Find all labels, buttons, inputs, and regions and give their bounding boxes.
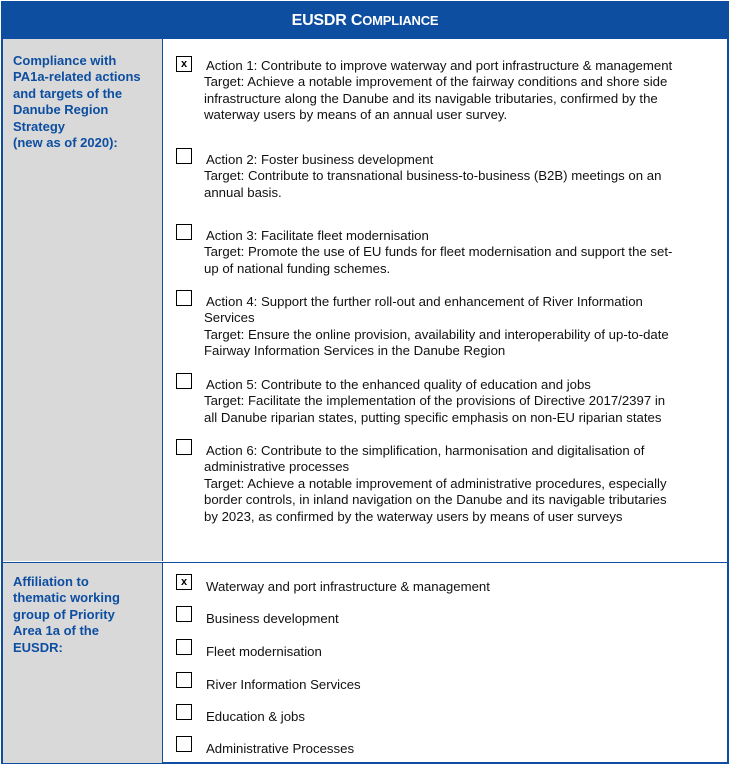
affiliation-label [3,563,163,763]
action-6-checkbox[interactable] [176,439,192,455]
affiliation-label-line: EUSDR: [13,639,63,655]
action-1-target-line: Target: Achieve a notable improvement of the fairway conditions and shore side [204,74,668,90]
action-1-item [204,58,724,124]
action-2-target-line: Target: Contribute to transnational business-to-business (B2B) meetings on an [204,168,662,184]
action-6-target-line: Target: Achieve a notable improvement of administrative procedures, especially [204,475,667,491]
affiliation-label-line: thematic working [13,590,120,606]
affiliation-groups [164,563,727,763]
action-2-item [204,152,724,201]
compliance-label-line: Strategy [13,118,66,134]
action-6-title: Action 6: Contribute to the simplification, harmonisation and digitalisation of [206,443,645,458]
compliance-label-line: PA1a-related actions [13,69,141,85]
action-2-checkbox[interactable] [176,148,192,164]
action-4-target-line: Target: Ensure the online provision, availability and interoperability of up-to-date [204,326,669,342]
header-title-rest: OMPLIANCE [362,12,439,28]
compliance-label-line: Compliance with [13,53,117,68]
compliance-row [3,39,727,561]
action-5-item [204,377,724,426]
group-ris-checkbox[interactable] [176,672,192,688]
affiliation-row [3,562,727,763]
action-4-checkbox[interactable] [176,290,192,306]
action-4-title-cont: Services [204,310,255,326]
group-business-checkbox[interactable] [176,606,192,622]
action-6-title-cont: administrative processes [204,459,350,475]
group-fleet-checkbox[interactable] [176,639,192,655]
group-education-label: Education & jobs [206,709,305,724]
action-5-target-line: Target: Facilitate the implementation of the provisions of Directive 2017/2397 in [204,393,666,409]
action-1-checkbox[interactable]: x [176,56,192,72]
compliance-label [3,39,163,561]
group-fleet-label: Fleet modernisation [206,644,322,659]
group-admin-label: Administrative Processes [206,741,355,756]
action-3-checkbox[interactable] [176,224,192,240]
action-4-title: Action 4: Support the further roll-out and enhancement of River Information [206,294,643,309]
compliance-label-line: (new as of 2020): [13,135,118,151]
affiliation-label-line: Affiliation to [13,574,89,589]
group-ris-label: River Information Services [206,677,361,692]
group-education-checkbox[interactable] [176,704,192,720]
header-title [292,12,439,30]
action-3-item [204,228,724,277]
action-2-title: Action 2: Foster business development [206,152,434,167]
action-2-target-line: annual basis. [204,184,282,200]
eusdr-compliance-table [1,1,729,764]
group-admin-checkbox[interactable] [176,736,192,752]
affiliation-label-line: Area 1a of the [13,623,99,639]
group-waterway-label: Waterway and port infrastructure & management [206,579,490,594]
group-waterway-checkbox[interactable]: x [176,574,192,590]
action-3-target-line: up of national funding schemes. [204,260,391,276]
action-1-title: Action 1: Contribute to improve waterway and port infrastructure & management [206,58,673,73]
action-6-item [204,443,724,525]
action-5-title: Action 5: Contribute to the enhanced quality of education and jobs [206,377,591,392]
action-3-target-line: Target: Promote the use of EU funds for fleet modernisation and support the set- [204,244,673,260]
table-header [3,2,727,39]
compliance-actions [164,39,727,561]
affiliation-label-line: group of Priority [13,606,115,622]
group-business-label: Business development [206,611,339,626]
action-4-target-line: Fairway Information Services in the Danube Region [204,343,506,359]
action-1-target-line: waterway users by means of an annual user survey. [204,107,508,123]
header-title-prefix: EUSDR C [291,11,363,29]
action-5-checkbox[interactable] [176,373,192,389]
action-6-target-line: border controls, in inland navigation on the Danube and its navigable tributaries [204,492,667,508]
compliance-label-line: and targets of the [13,85,123,101]
action-3-title: Action 3: Facilitate fleet modernisation [206,228,429,243]
compliance-label-line: Danube Region [13,102,109,118]
action-4-item [204,294,724,360]
action-1-target-line: infrastructure along the Danube and its navigable tributaries, confirmed by the [204,90,658,106]
action-6-target-line: by 2023, as confirmed by the waterway users by means of user surveys [204,508,623,524]
action-5-target-line: all Danube riparian states, putting specific emphasis on non-EU riparian states [204,409,662,425]
